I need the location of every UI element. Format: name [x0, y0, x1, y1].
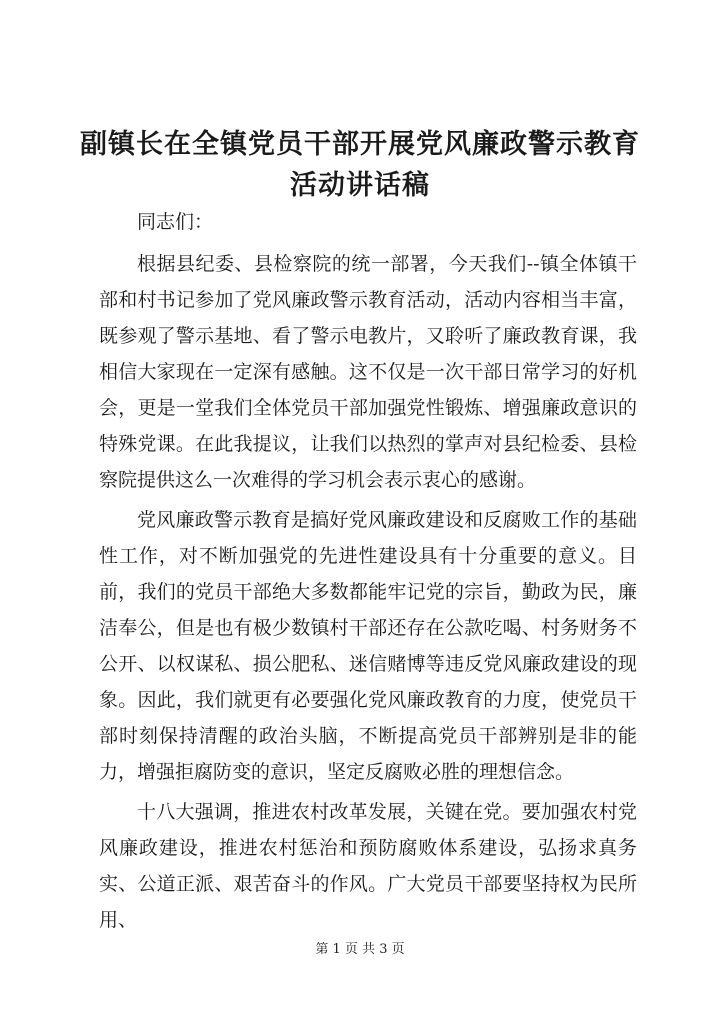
page-footer: 第 1 页 共 3 页 — [315, 942, 405, 957]
document-body — [99, 204, 637, 938]
paragraph-3: 十八大强调，推进农村改革发展，关键在党。要加强农村党风廉政建设，推进农村惩治和预防腐败体系建设，弘扬求真务实、公道正派、艰苦奋斗的作风。广大党员干部要坚持权为民所用、 — [99, 801, 637, 931]
salutation: 同志们： — [137, 211, 214, 233]
title-line-2: 活动讲话稿 — [290, 170, 430, 201]
paragraph-2: 党风廉政警示教育是搞好党风廉政建设和反腐败工作的基础性工作，对不断加强党的先进性建设具有十分重要的意义。目前，我们的党员干部绝大多数都能牢记党的宗旨，勤政为民，廉洁奉公，但是也有极少数镇村干部还存在公款吃喝、村务财务不公开、以权谋私、损公肥私、迷信赌博等违反党风廉政建设的现象。因此，我们就更有必要强化党风廉政教育的力度，使党员干部时刻保持清醒的政治头脑，不断提高党员干部辨别是非的能力，增强拒腐防变的意识，坚定反腐败必胜的理想信念。 — [99, 509, 637, 783]
title-line-1: 副镇长在全镇党员干部开展党风廉政警示教育 — [80, 129, 640, 160]
paragraph-1: 根据县纪委、县检察院的统一部署，今天我们--镇全体镇干部和村书记参加了党风廉政警示教育活动，活动内容相当丰富，既参观了警示基地、看了警示电教片，又聆听了廉政教育课，我相信大家现在一定深有感触。这不仅是一次干部日常学习的好机会，更是一堂我们全体党员干部加强党性锻炼、增强廉政意识的特殊党课。在此我提议，让我们以热烈的掌声对县纪检委、县检察院提供这么一次难得的学习机会表示衷心的感谢。 — [99, 253, 637, 491]
document-title — [80, 124, 640, 206]
